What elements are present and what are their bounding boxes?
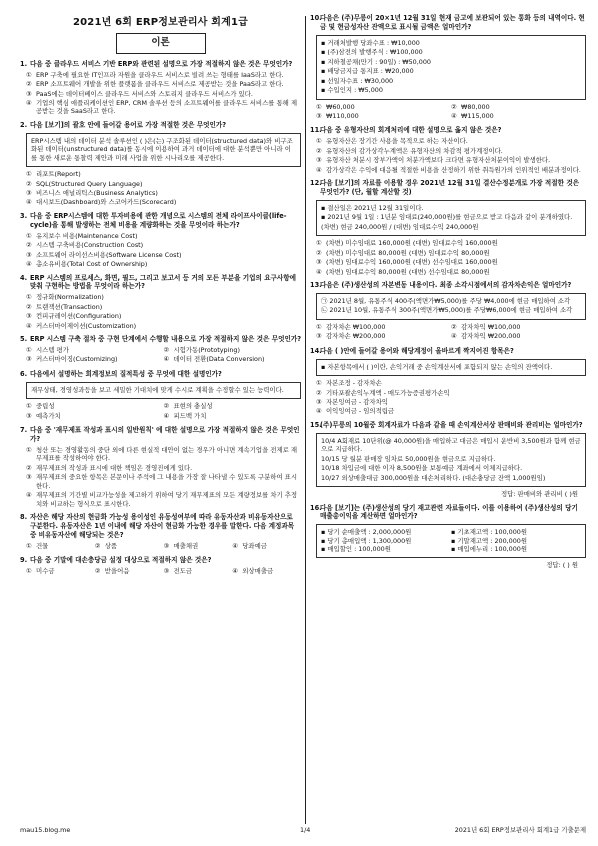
option-text: ₩110,000 [326,111,359,120]
box-line: (차변) 현금 240,000원 / (대변) 임대료수익 240,000원 [321,222,479,231]
option-marker: ② [316,248,322,257]
option-text: ERP 구축에 필요한 IT인프라 자원을 클라우드 서비스로 빌려 쓰는 형태를 IaaS라고 한다. [36,70,284,79]
option-marker: ① [316,137,322,146]
option-text: 당좌예금 [242,541,267,550]
answer-option[interactable] [164,402,302,410]
box-line: ㉡ 2021년 10월, 유통주식 300주(액면가₩5,000)를 주당₩6,000에 현금 매입하여 소각 [321,306,573,315]
answer-option[interactable] [26,198,301,206]
option-text: 감자차익 ₩100,000 [461,322,521,331]
box-line: ㉠ 2021년 8월, 유통주식 400주(액면가₩5,000)를 주당 ₩4,000에 현금 매입하여 소각 [321,296,571,305]
grid-cell: ▪ 당기 총매입액 : 1,300,000원 [321,536,412,545]
question [20,513,301,551]
question-text [310,504,586,522]
question-number: 6. [20,369,28,378]
box-line: ▪ 선일자수표 : ₩30,000 [321,76,394,85]
option-text: 받을어음 [104,567,130,576]
question-number: 9. [20,556,28,565]
option-text: 시스템 구축비용(Construction Cost) [36,241,144,250]
option-text: 감자차익 ₩200,000 [461,332,521,341]
option-marker: ② [26,302,32,311]
question-stem: 다음 중 ERP시스템에 대한 투자비용에 관한 개념으로 시스템의 전체 라이프사이클(life-cycle)을 통해 발생하는 전체 비용을 계량화하는 것을 무엇이라 하는가? [30,211,287,229]
question-stem: 다음 [보기]의 자료를 이용할 경우 2021년 12월 31일 결산수정분개로 가장 적절한 것은 무엇인가? (단, 월할 계산할 것) [320,179,580,196]
answer-option[interactable] [316,239,586,247]
answer-option[interactable] [95,567,164,575]
grid-cell: ▪ 당기 순매출액 : 2,000,000원 [321,528,412,537]
grid-cell: ▪ 기초재고액 : 100,000원 [451,528,528,537]
box-line: ERP시스템 내의 데이터 분석 솔루션인 ( )은(는) 구조화된 데이터(structured data)와 비구조화된 데이터(unstructured data)를 동시에 이용하여 과거 데이터에 대한 분석뿐만 아니라 이를 통한 새로운 통찰력 제안과 미래 사업을 위한 시나리오를 제공한다. [31,136,293,162]
question-stem: ERP 시스템의 프로세스, 화면, 필드, 그리고 보고서 등 거의 모든 부분을 기업의 요구사항에 맞춰 구현하는 방법을 무엇이라 하는가? [30,273,297,291]
answer-option[interactable] [316,147,586,155]
question-number: 11. [310,126,322,135]
answer-option[interactable] [316,268,586,276]
option-text: 기타포괄손익누계액 - 매도가능증권평가손익 [326,388,450,397]
option-marker: ④ [316,267,322,276]
question [310,179,586,276]
question-text [20,426,301,444]
answer-option[interactable] [26,293,301,301]
option-marker: ③ [316,156,322,165]
option-text: 커스터마이제이션(Customization) [36,321,137,330]
option-text: 대시보드(Dashboard)와 스코어카드(Scorecard) [36,198,177,207]
option-text: 자본조정 - 감자차손 [326,379,382,388]
option-text: 리포트(Report) [36,170,81,179]
question [20,556,301,576]
option-marker: ④ [451,332,457,341]
question-box [316,35,586,100]
question-number: 4. [20,273,28,282]
question-stem: 다음은 (주)무릉이 20×1년 12월 31일 현재 금고에 보관되어 있는 통화 등의 내역이다. 현금 및 현금성자산 잔액으로 표시될 금액은 얼마인가? [320,14,585,31]
question-stem: 다음에서 설명하는 회계정보의 질적특성 중 무엇에 대한 설명인가? [30,369,222,378]
option-marker: ③ [316,111,322,120]
exam-title: 2021년 6회 ERP정보관리사 회계1급 [72,17,249,28]
option-text: PaaS에는 데이터베이스 클라우드 서비스와 스토리지 클라우드 서비스가 있다. [36,89,253,98]
answer-option[interactable] [26,260,301,268]
grid-cell: ▪ 매입할인 : 100,000원 [321,545,391,554]
option-marker: ① [26,231,32,240]
option-text: 총소유비용(Total Cost of Ownership) [36,260,148,269]
option-text: 청산 또는 경영활동의 중단 외에 다른 현실적 대안이 없는 경우가 아니면 계속기업을 전제로 재무제표를 작성하여야 한다. [36,445,297,463]
question-number: 8. [20,513,28,522]
option-text: 미수금 [36,567,55,576]
option-marker: ② [451,322,457,331]
question-box [316,359,586,376]
option-marker: ④ [26,98,32,107]
question-number: 14. [310,346,322,355]
option-marker: ④ [26,321,32,330]
answer-option[interactable] [164,355,302,363]
option-text: 매출채권 [173,541,199,550]
question-stem: 다음 중 유형자산의 회계처리에 대한 설명으로 옳지 않은 것은? [320,126,502,135]
box-line: 10/15 당 월분 판매장 임차료 50,000원을 현금으로 지급하다. [321,454,496,463]
question [20,121,301,207]
question-text [20,212,301,230]
question [20,212,301,269]
question [310,281,586,342]
answer-option[interactable] [26,473,301,490]
answer-option[interactable] [451,103,586,111]
box-line: ▪ 자본항목에서 ( )이란, 손익거래 중 손익계산서에 포함되지 않는 손익의 잔액이다. [321,362,553,371]
answer-option[interactable] [26,99,301,116]
question [310,126,586,174]
option-text: ₩115,000 [461,111,494,120]
answer-options [20,542,301,551]
option-marker: ④ [451,111,457,120]
question-number: 10. [310,14,322,22]
option-text: 유형자산 처분시 장부가액이 처분가액보다 크다면 유형자산처분이익이 발생한다. [326,156,551,165]
answer-option[interactable] [95,542,164,550]
question-box [316,200,586,236]
option-text: 예측가치 [36,411,61,420]
option-marker: ② [26,463,32,472]
option-marker: ② [163,346,170,355]
option-marker: ① [316,379,322,388]
answer-option[interactable] [26,412,164,420]
box-line: 10/27 외상매출대금 300,000원을 대손처리하다. (대손충당금 잔액 1,000원임) [321,473,546,482]
question-stem: 다음 ( )안에 들어갈 용어와 해당계정이 올바르게 짝지어진 항목은? [320,346,514,355]
question [310,14,586,121]
option-text: 건물 [36,541,49,550]
option-marker: ③ [26,250,32,259]
option-text: 시스템 평가 [36,346,69,355]
option-text: 유형자산의 감가상각누계액은 유형자산의 차감적 평가계정이다. [326,146,503,155]
option-text: 기업의 핵심 애플리케이션인 ERP, CRM 솔루션 등의 소프트웨어를 클라우드 서비스를 통해 제공받는 것을 SaaS라고 한다. [36,98,298,116]
question-number: 7. [20,426,28,435]
option-text: 상품 [104,541,118,550]
footer-page-number: 1/4 [300,826,311,834]
option-marker: ③ [26,189,32,198]
question-number: 16. [310,503,322,512]
option-text: (차변) 미수임대료 160,000원 (대변) 임대료수익 160,000원 [326,239,498,248]
answer-options [20,170,301,207]
option-marker: ④ [163,355,170,364]
option-marker: ③ [26,312,32,321]
answer-option[interactable] [451,332,586,340]
answer-option[interactable] [26,90,301,98]
option-text: (차변) 임대료수익 80,000원 (대변) 선수임대료 80,000원 [326,267,490,276]
answer-options [20,446,301,508]
answer-options [20,232,301,269]
answer-option[interactable] [26,241,301,249]
option-marker: ② [26,80,32,89]
answer-option[interactable] [451,323,586,331]
answer-option[interactable] [26,322,301,330]
option-marker: ③ [163,541,170,550]
answer-option[interactable] [316,166,586,174]
question [20,335,301,365]
answer-option[interactable] [26,402,164,410]
answer-option[interactable] [232,567,301,575]
option-text: (차변) 미수임대료 80,000원 (대변) 임대료수익 80,000원 [326,248,490,257]
answer-option[interactable] [164,412,302,420]
option-text: 외상매출금 [242,567,274,576]
option-marker: ② [316,146,322,155]
option-text: 유형자산은 장기간 사용을 목적으로 하는 자산이다. [326,137,468,146]
answer-option[interactable] [26,251,301,259]
option-text: ₩80,000 [461,102,490,111]
option-text: 감자차손 ₩100,000 [326,322,386,331]
option-text: 비즈니스 애널리틱스(Business Analytics) [36,189,158,198]
question-text [20,556,301,565]
option-text: ₩60,000 [326,102,355,111]
answer-option[interactable] [164,567,233,575]
option-marker: ① [26,346,32,355]
question-text [20,335,301,344]
option-text: 컨피규레이션(Configuration) [36,312,122,321]
answer-option[interactable] [26,567,95,575]
answer-option[interactable] [26,180,301,188]
answer-options [310,323,586,342]
answer-option[interactable] [316,103,451,111]
question-number: 5. [20,335,28,344]
footer-exam-name: 2021년 6회 ERP정보관리사 회계1급 기출문제 [454,826,586,834]
grid-cell: ▪ 매입에누리 : 100,000원 [451,545,528,554]
option-marker: ④ [26,260,32,269]
option-text: 중립성 [36,402,55,411]
column-divider [305,16,306,824]
question [310,347,586,416]
option-marker: ④ [316,165,322,174]
answer-options [310,103,586,122]
option-text: 피드백 가치 [173,411,207,420]
answer-option[interactable] [164,346,302,354]
option-marker: ② [316,388,322,397]
option-marker: ④ [232,541,238,550]
question-stem: 다음은 (주)생산성의 자본변동 내용이다. 최종 소각시점에서의 감자차손익은 얼마인가? [320,281,572,290]
option-text: 표현의 충실성 [173,402,213,411]
answer-option[interactable] [164,542,233,550]
option-marker: ③ [26,473,32,482]
answer-option[interactable] [316,379,586,387]
option-text: (차변) 임대료수익 160,000원 (대변) 선수임대료 160,000원 [326,258,498,267]
question [20,370,301,421]
option-marker: ① [26,541,32,550]
answer-option[interactable] [232,542,301,550]
option-marker: ③ [316,258,322,267]
box-line: ▪ 거래처발행 당좌수표 : ₩10,000 [321,38,420,47]
question-text [310,179,586,197]
question-number: 15. [310,420,322,429]
option-marker: ③ [163,567,170,576]
left-column [20,14,301,582]
answer-option[interactable] [316,398,586,406]
box-line: 10/4 A회재료 10단위(@ 40,000원)을 매입하고 대금은 매입시 운반비 3,500원과 함께 현금으로 지급하다. [321,436,581,454]
option-marker: ③ [316,332,322,341]
question-text [310,126,586,135]
option-marker: ③ [26,89,32,98]
option-text: 재무제표의 기간별 비교가능성을 제고하기 위하여 당기 재무제표의 모든 계량정보를 차기 추정치와 비교하는 형식으로 표시한다. [36,491,298,508]
option-text: 유지보수 비용(Maintenance Cost) [36,231,138,240]
question-stem: ERP 시스템 구축 절차 중 구현 단계에서 수행할 내용으로 가장 적절하지 않은 것은 무엇인가? [30,335,302,344]
question-text [20,121,301,130]
question-number: 1. [20,59,28,68]
option-marker: ④ [26,491,32,500]
question-text [310,421,586,430]
box-line: ▪ 결산일은 2021년 12월 31일이다. [321,203,424,212]
option-marker: ③ [26,355,32,364]
footer-blog: mau15.blog.me [20,826,71,834]
answer-option[interactable] [26,71,301,79]
question-text [20,370,301,379]
answer-option[interactable] [26,446,301,463]
option-marker: ① [26,402,32,411]
answer-options [310,137,586,174]
option-marker: ③ [26,411,32,420]
option-text: 자본잉여금 - 감자차익 [326,398,388,407]
option-marker: ① [26,567,32,576]
option-marker: ④ [163,411,170,420]
option-marker: ① [26,293,32,302]
answer-option[interactable] [26,303,301,311]
box-line: ▪ (주)삼전의 발행주식 : ₩100,000 [321,48,423,57]
box-line: ▪ 배당금지급 통지표 : ₩20,000 [321,67,414,76]
answer-option[interactable] [316,156,586,164]
option-text: ERP 소프트웨어 개발을 위한 플랫폼을 클라우드 서비스로 제공받는 것을 PaaS라고 한다. [36,80,284,89]
question [20,426,301,508]
option-marker: ④ [232,567,238,576]
answer-option[interactable] [316,389,586,397]
answer-option[interactable] [316,258,586,266]
question-text [20,513,301,540]
question-stem: 자산은 해당 자산의 현금화 가능성 용이성인 유동성여부에 따라 유동자산과 비유동자산으로 구분한다. 유동자산은 1년 이내에 해당 자산이 현금화 가능한 경우를 말한다. 다음 계정과목 중 비유동자산에 해당되는 것은? [30,513,295,539]
answer-option[interactable] [26,80,301,88]
data-grid-box [316,524,586,557]
question-stem: 다음 [보기]는 (주)생산성의 당기 재고관련 자료들이다. 이를 이용하여 (주)생산성의 당기 매출총이익을 계산하면 얼마인가? [320,503,578,521]
answer-option[interactable] [316,323,451,331]
question-number: 3. [20,211,28,220]
answer-option[interactable] [26,355,164,363]
option-text: 재무제표의 중요한 항목은 본문이나 주석에 그 내용을 가장 잘 나타낼 수 있도록 구분하여 표시한다. [36,473,297,490]
option-text: SQL(Structured Query Language) [36,179,143,188]
answer-option[interactable] [26,491,301,508]
option-text: 감가상각은 수익에 대응될 적절한 비용을 산정하기 위한 취득원가의 인위적인 배분과정이다. [326,165,581,174]
answer-option[interactable] [316,112,451,120]
answer-options [20,402,301,421]
answer-options [20,71,301,116]
question-number: 2. [20,120,28,129]
box-line: ▪ 2021년 9월 1일 : 1년분 임대료(240,000원)를 현금으로 받고 다음과 같이 분개하였다. [321,213,573,222]
answer-options [20,567,301,576]
box-line: 10/18 차입금에 대한 이자 8,500원을 보통예금 계좌에서 이체지급하다. [321,464,523,473]
answer-option[interactable] [26,232,301,240]
question-stem: 다음 중 기말에 대손충당금 설정 대상으로 적절하지 않은 것은? [30,556,212,565]
question-number: 12. [310,179,322,188]
option-text: 정규화(Normalization) [36,293,104,302]
option-marker: ③ [316,398,322,407]
question [310,504,586,570]
option-text: 감자차손 ₩200,000 [326,332,386,341]
option-marker: ② [26,241,32,250]
answer-line: 정답: 판매비와 관리비 ( )원 [501,490,578,499]
option-text: 전도금 [173,567,193,576]
option-marker: ④ [26,198,32,207]
box-line: ▪ 수입인지 : ₩5,000 [321,86,383,95]
question-box [26,382,301,399]
option-text: 소프트웨어 라이선스비용(Software License Cost) [36,250,182,259]
right-question-list [310,14,586,569]
question-box [26,133,301,167]
right-column [310,14,586,574]
question-text [20,274,301,292]
answer-options [20,346,301,365]
option-marker: ① [26,170,32,179]
question-stem: 다음 중 클라우드 서비스 기반 ERP와 관련된 설명으로 가장 적절하지 않은 것은 무엇인가? [30,59,293,68]
question-stem: (주)무릉의 10월중 회계자료가 다음과 같을 때 손익계산서상 판매비와 관리비는 얼마인가? [320,420,583,429]
question-text [310,281,586,290]
option-text: 이익잉여금 - 임의적립금 [326,407,395,416]
left-question-list [20,60,301,577]
question-stem: 다음 [보기]의 괄호 안에 들어갈 용어로 가장 적절한 것은 무엇인가? [30,120,227,129]
box-line: ▪ 지하철공채(만기 : 90일) : ₩50,000 [321,57,431,66]
answer-options [20,293,301,330]
question-box [316,293,586,320]
option-text: 재무제표의 작성과 표시에 대한 책임은 경영진에게 있다. [36,463,193,472]
question-stem: 다음 중 '재무제표 작성과 표시의 일반원칙' 에 대한 설명으로 가장 적절하지 않은 것은 무엇인가? [30,426,300,444]
answer-option[interactable] [316,332,451,340]
question [20,60,301,116]
option-marker: ① [316,239,322,248]
option-marker: ① [316,322,322,331]
question-text [20,60,301,69]
option-marker: ④ [316,407,322,416]
answer-options [310,379,586,416]
question-text [310,14,586,32]
box-line: 재무상태, 경영성과등을 보고 세밀한 기대치에 맞게 수시로 계획을 수정할수 있는 능력이다. [31,385,284,394]
option-text: 시험가동(Prototyping) [173,346,240,355]
option-marker: ② [163,402,170,411]
answer-option[interactable] [26,346,164,354]
page-footer [20,826,586,834]
option-text: 트랜잭션(Transaction) [36,302,103,311]
question [20,274,301,331]
question-text [310,347,586,356]
grid-cell: ▪ 기말재고액 : 200,000원 [451,536,528,545]
answer-option[interactable] [26,170,301,178]
answer-option[interactable] [316,249,586,257]
question [310,421,586,499]
option-marker: ① [26,445,32,454]
question-number: 13. [310,281,322,290]
answer-options [310,239,586,276]
answer-option[interactable] [26,464,301,472]
answer-option[interactable] [316,137,586,145]
option-marker: ② [26,179,32,188]
answer-option[interactable] [26,312,301,320]
section-label: 이론 [116,33,206,54]
answer-line: 정답: ( ) 원 [546,560,578,569]
option-text: 데이터 전환(Data Conversion) [173,355,265,364]
answer-option[interactable] [26,542,95,550]
option-text: 커스터마이징(Customizing) [36,355,118,364]
option-marker: ② [451,102,457,111]
option-marker: ① [26,70,32,79]
answer-option[interactable] [316,407,586,415]
option-marker: ① [316,102,322,111]
question-box [316,433,586,487]
option-marker: ② [94,541,101,550]
answer-option[interactable] [26,189,301,197]
answer-option[interactable] [451,112,586,120]
option-marker: ② [94,567,101,576]
